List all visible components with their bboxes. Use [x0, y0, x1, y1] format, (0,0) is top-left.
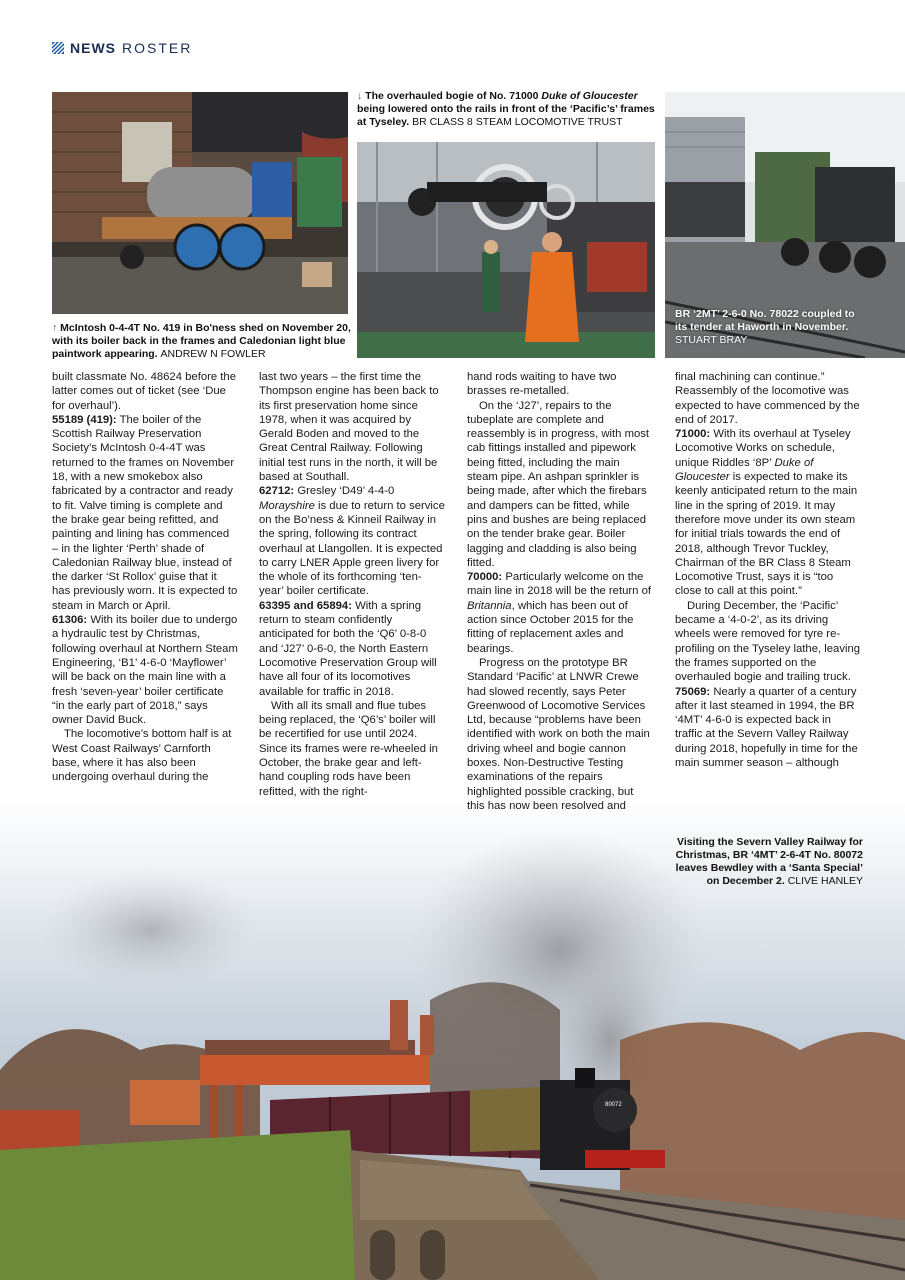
caption-credit: CLIVE HANLEY — [787, 875, 863, 887]
caption-text-a: The overhauled bogie of No. 71000 — [365, 90, 542, 102]
caption-photo-bogie — [357, 90, 655, 129]
entry-text: Particularly welcome on the main line in 2018 will be the return of — [467, 571, 651, 598]
caption-text: McIntosh 0-4-4T No. 419 in Bo'ness shed on November 20, with its boiler back in the frames and Caledonian light blue paintwork appearing. — [52, 322, 351, 360]
entry-text: is expected to make its keenly anticipated return to the main line in the spring of 2019. It may therefore move under its own steam for initial trials towards the end of 2018, although Trevor Tuckley, Chairman of the BR Class 8 Steam Locomotive Trust, says it is “too close to call at this point.” — [675, 471, 858, 598]
caption-photo-severn-valley — [663, 836, 863, 888]
entry-italic: Morayshire — [259, 499, 315, 512]
article-column-3 — [467, 370, 653, 813]
section-label: NEWS — [70, 40, 116, 56]
paragraph: built classmate No. 48624 before the latter comes out of ticket (see ‘Due for overhaul’). — [52, 371, 236, 412]
paragraph: During December, the ‘Pacific’ became a ‘4-0-2’, as its driving wheels were removed for tyre re-profiling on the Tyseley lathe, leaving the frames supported on the overhauled bogie and trailing truck. — [675, 599, 861, 684]
subsection-label: ROSTER — [122, 40, 193, 56]
paragraph: With all its small and flue tubes being replaced, the ‘Q6’s’ boiler will be recertified for use until 2024. Since its frames were re-wheeled in October, the brake gear and left-hand coupling rods have been refitted, with the right- — [259, 699, 438, 798]
paragraph: On the ‘J27’, repairs to the tubeplate are complete and reassembly is in progress, with most cab fittings installed and pipework being fitted, including the main steam pipe. An ashpan sprinkler is being made, after which the firebars and dampers can be fitted, while pins and bushes are being replaced on the tender brake gear. Boiler lagging and cladding is also being fitted. — [467, 399, 650, 569]
entry-text: With its boiler due to undergo a hydraulic test by Christmas, following overhaul at Northern Steam Engineering, ‘B1’ 4-6-0 ‘Mayflower’ will be back on the main line with a fresh ‘seven-year’ boiler certificate “in the early part of 2018,” says owner David Buck. — [52, 614, 238, 727]
caption-credit: ANDREW N FOWLER — [160, 348, 266, 360]
section-header — [52, 38, 192, 58]
article-column-4 — [675, 370, 861, 770]
entry-text: With its overhaul at Tyseley Locomotive Works on schedule, unique Riddles ‘8P’ — [675, 428, 851, 469]
caption-text-b: being lowered onto the rails in front of the ‘Pacific’s’ frames at Tyseley. — [357, 103, 655, 128]
paragraph — [259, 599, 445, 699]
paragraph: hand rods waiting to have two brasses re-metalled. — [467, 371, 617, 398]
paragraph: last two years – the first time the Thompson engine has been back to its first preservation home since 1978, when it was acquired by Gerald Boden and moved to the Great Central Railway. Following initial test runs in the north, it will be based at Southall. — [259, 371, 439, 484]
entry-heading: 71000: — [675, 428, 711, 441]
entry-heading: 55189 (419): — [52, 413, 117, 426]
arrow-down-icon: ↓ — [357, 90, 363, 102]
entry-text: With a spring return to steam confidently anticipated for both the ‘Q6’ 0-8-0 and ‘J27’ 0-6-0, the North Eastern Locomotive Preservation Group will have all four of its locomotives available for traffic in 2018. — [259, 599, 437, 698]
article-column-2 — [259, 370, 445, 799]
caption-credit: STUART BRAY — [675, 334, 748, 346]
entry-text: , which has been out of action since October 2015 for the fitting of replacement axles and bearings. — [467, 599, 634, 655]
entry-text: is due to return to service on the Bo’ness & Kinneil Railway in the spring, following its contract overhaul at Llangollen. It is expected to carry LNER Apple green livery for the whole of its forthcoming ‘ten-year’ boiler certificate. — [259, 499, 445, 598]
paragraph — [675, 427, 861, 599]
photo-mcintosh-loco — [52, 92, 348, 314]
entry-text: The boiler of the Scottish Railway Preservation Society’s McIntosh 0-4-4T was returned to the frames on November 18, with a new smokebox also fabricated by a contractor and ready to fit. Valve timing is complete and the brake gear being refitted, and painting and lining has commenced – in the lighter ‘Perth’ shade of Caledonian Railway blue, instead of the darker ‘St Rollox’ guise that it has previously worn. It is expected to steam in March or April. — [52, 413, 238, 612]
arrow-up-icon: ↑ — [52, 322, 58, 334]
paragraph: Progress on the prototype BR Standard ‘Pacific’ at LNWR Crewe had slowed recently, says Peter Greenwood of Locomotive Services Ltd, because “problems have been identified with work on both the main driving wheel and bogie cannon boxes. Non-Destructive Testing examinations of the repairs highlighted possible cracking, but this has now been resolved and — [467, 656, 650, 812]
caption-text: Visiting the Severn Valley Railway for Christmas, BR ‘4MT’ 2-6-4T No. 80072 leaves Bewdley with a ‘Santa Special’ on December 2. — [675, 836, 863, 887]
article-column-1 — [52, 370, 238, 785]
entry-text: Nearly a quarter of a century after it last steamed in 1994, the BR ‘4MT’ 4-6-0 is expected back in traffic at the Severn Valley Railway during 2018, hopefully in time for the main summer season – although — [675, 685, 858, 770]
entry-heading: 63395 and 65894: — [259, 599, 352, 612]
caption-credit: BR CLASS 8 STEAM LOCOMOTIVE TRUST — [412, 116, 623, 128]
photo-bogie-workshop — [357, 142, 655, 358]
paragraph — [52, 613, 238, 727]
caption-text-italic: Duke of Gloucester — [541, 90, 638, 102]
paragraph — [52, 413, 238, 613]
entry-heading: 61306: — [52, 614, 88, 627]
stripes-icon — [52, 42, 64, 54]
paragraph — [467, 570, 653, 656]
caption-text: BR ‘2MT’ 2-6-0 No. 78022 coupled to its tender at Haworth in November. — [675, 308, 855, 333]
entry-italic: Britannia — [467, 599, 512, 612]
paragraph: The locomotive’s bottom half is at West Coast Railways’ Carnforth base, where it has also been undergoing overhaul during the — [52, 728, 232, 784]
entry-text: Gresley ‘D49’ 4-4-0 — [294, 485, 395, 498]
paragraph — [259, 484, 445, 598]
paragraph: final machining can continue.” Reassembly of the locomotive was expected to have commenced by the end of 2017. — [675, 371, 860, 426]
smokebox-number: 80072 — [605, 1102, 622, 1108]
entry-heading: 62712: — [259, 485, 295, 498]
entry-heading: 70000: — [467, 571, 503, 584]
caption-photo-haworth — [675, 308, 855, 347]
paragraph — [675, 685, 861, 771]
entry-heading: 75069: — [675, 685, 711, 698]
caption-photo-mcintosh — [52, 322, 352, 361]
entry-italic: Duke of Gloucester — [675, 456, 814, 484]
